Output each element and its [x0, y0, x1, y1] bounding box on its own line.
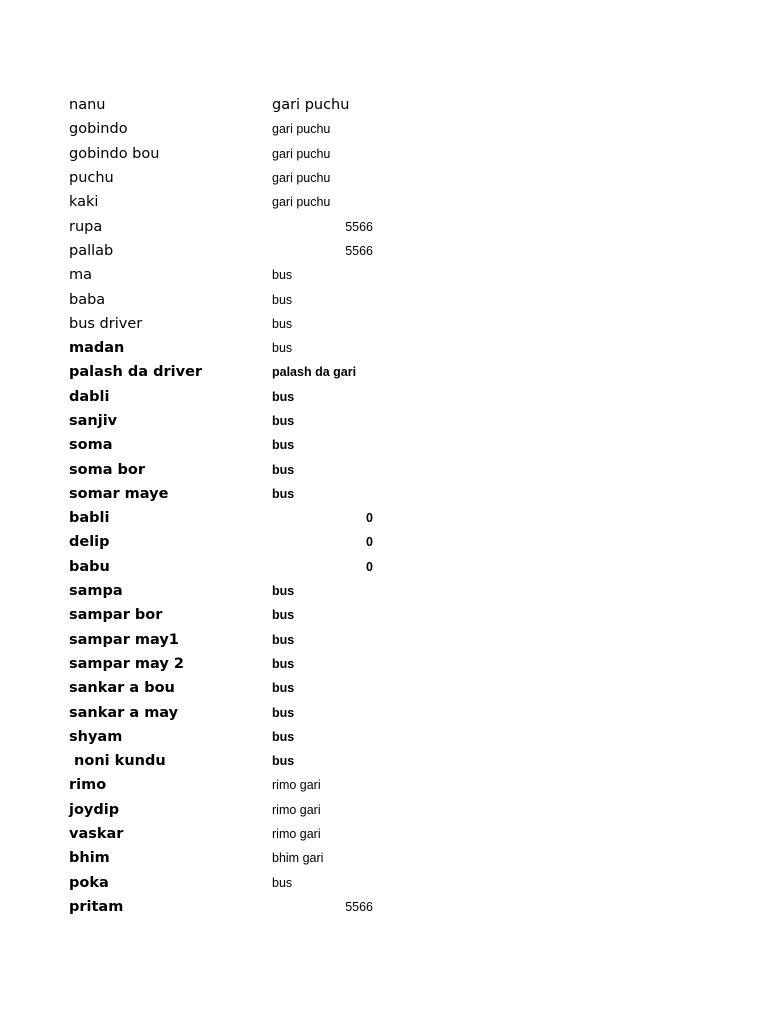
- value-cell: bus: [272, 341, 293, 356]
- name-cell: baba: [69, 291, 106, 308]
- value-cell: bus: [272, 438, 295, 453]
- name-cell: joydip: [69, 801, 120, 818]
- table-row: [69, 385, 389, 409]
- table-row: [69, 506, 389, 530]
- value-cell: gari puchu: [272, 146, 331, 161]
- table-row: [69, 846, 389, 870]
- name-cell: kaki: [69, 194, 99, 211]
- name-cell: rimo: [69, 777, 107, 794]
- name-cell: sanjiv: [69, 413, 118, 429]
- name-cell: nanu: [69, 97, 106, 114]
- value-cell: gari puchu: [272, 122, 331, 137]
- name-cell: poka: [69, 874, 109, 891]
- name-cell: bus driver: [69, 315, 143, 332]
- name-cell: pallab: [69, 242, 114, 259]
- table-row: [69, 190, 389, 214]
- table-row: [69, 239, 389, 263]
- value-cell: palash da gari: [272, 365, 357, 380]
- name-cell: sampa: [69, 583, 123, 600]
- value-cell: bus: [272, 389, 295, 404]
- value-cell: gari puchu: [272, 195, 331, 210]
- value-cell: bus: [272, 875, 293, 890]
- name-cell: sankar a bou: [69, 680, 175, 697]
- name-cell: soma: [69, 437, 113, 454]
- table-row: [69, 166, 389, 190]
- name-cell: madan: [69, 340, 125, 357]
- name-cell: babu: [69, 558, 110, 575]
- table-row: [69, 214, 389, 238]
- name-cell: pritam: [69, 898, 124, 915]
- table-row: [69, 142, 389, 166]
- name-cell: babli: [69, 510, 110, 527]
- table-row: [69, 822, 389, 846]
- table-row: [69, 700, 389, 724]
- value-cell: bus: [272, 705, 295, 720]
- table-row: [69, 555, 389, 579]
- value-cell: bus: [272, 292, 293, 307]
- name-cell: dabli: [69, 388, 110, 405]
- table-row: [69, 93, 389, 117]
- name-cell: puchu: [69, 170, 114, 187]
- value-cell: 0: [366, 559, 373, 574]
- table-row: [69, 798, 389, 822]
- table-row: [69, 749, 389, 773]
- name-cell: palash da driver: [69, 364, 203, 381]
- table-row: [69, 676, 389, 700]
- name-cell: gobindo: [69, 121, 128, 138]
- value-cell: bus: [272, 632, 295, 647]
- name-cell: noni kundu: [69, 753, 166, 770]
- table-row: [69, 579, 389, 603]
- value-cell: 5566: [345, 899, 373, 914]
- table-row: [69, 457, 389, 481]
- value-cell: bus: [272, 316, 293, 331]
- value-cell: rimo gari: [272, 802, 321, 817]
- value-cell: rimo gari: [272, 778, 321, 793]
- table-row: [69, 895, 389, 919]
- value-cell: bus: [272, 486, 295, 501]
- table-row: [69, 263, 389, 287]
- name-cell: sankar a may: [69, 704, 179, 721]
- value-cell: 0: [366, 511, 373, 526]
- value-cell: 5566: [345, 243, 373, 258]
- table-row: [69, 117, 389, 141]
- value-cell: bhim gari: [272, 851, 324, 866]
- table-row: [69, 409, 389, 433]
- table-row: [69, 628, 389, 652]
- table-row: [69, 482, 389, 506]
- table-row: [69, 312, 389, 336]
- name-cell: delip: [69, 534, 110, 551]
- table-row: [69, 603, 389, 627]
- value-cell: bus: [272, 268, 293, 283]
- table-row: [69, 652, 389, 676]
- name-cell: rupa: [69, 218, 103, 235]
- value-cell: bus: [272, 729, 295, 744]
- value-cell: gari puchu: [272, 171, 331, 186]
- name-cell: sampar may 2: [69, 655, 184, 672]
- table-row: [69, 773, 389, 797]
- table-row: [69, 871, 389, 895]
- table-row: [69, 433, 389, 457]
- spreadsheet-list: [69, 93, 389, 919]
- name-cell: sampar may1: [69, 631, 179, 648]
- value-cell: bus: [272, 584, 295, 599]
- value-cell: bus: [272, 681, 295, 696]
- name-cell: vaskar: [69, 826, 124, 843]
- table-row: [69, 530, 389, 554]
- value-cell: 5566: [345, 219, 373, 234]
- value-cell: gari puchu: [272, 97, 350, 114]
- name-cell: ma: [69, 267, 93, 284]
- table-row: [69, 360, 389, 384]
- name-cell: somar maye: [69, 485, 169, 502]
- value-cell: bus: [272, 608, 295, 623]
- name-cell: sampar bor: [69, 607, 163, 624]
- table-row: [69, 725, 389, 749]
- value-cell: rimo gari: [272, 827, 321, 842]
- value-cell: bus: [272, 754, 295, 769]
- value-cell: bus: [272, 414, 295, 428]
- name-cell: bhim: [69, 850, 110, 867]
- name-cell: shyam: [69, 728, 123, 745]
- name-cell: gobindo bou: [69, 145, 160, 162]
- table-row: [69, 336, 389, 360]
- name-cell: soma bor: [69, 461, 146, 478]
- value-cell: bus: [272, 656, 295, 671]
- table-row: [69, 287, 389, 311]
- value-cell: 0: [366, 535, 373, 550]
- value-cell: bus: [272, 462, 295, 477]
